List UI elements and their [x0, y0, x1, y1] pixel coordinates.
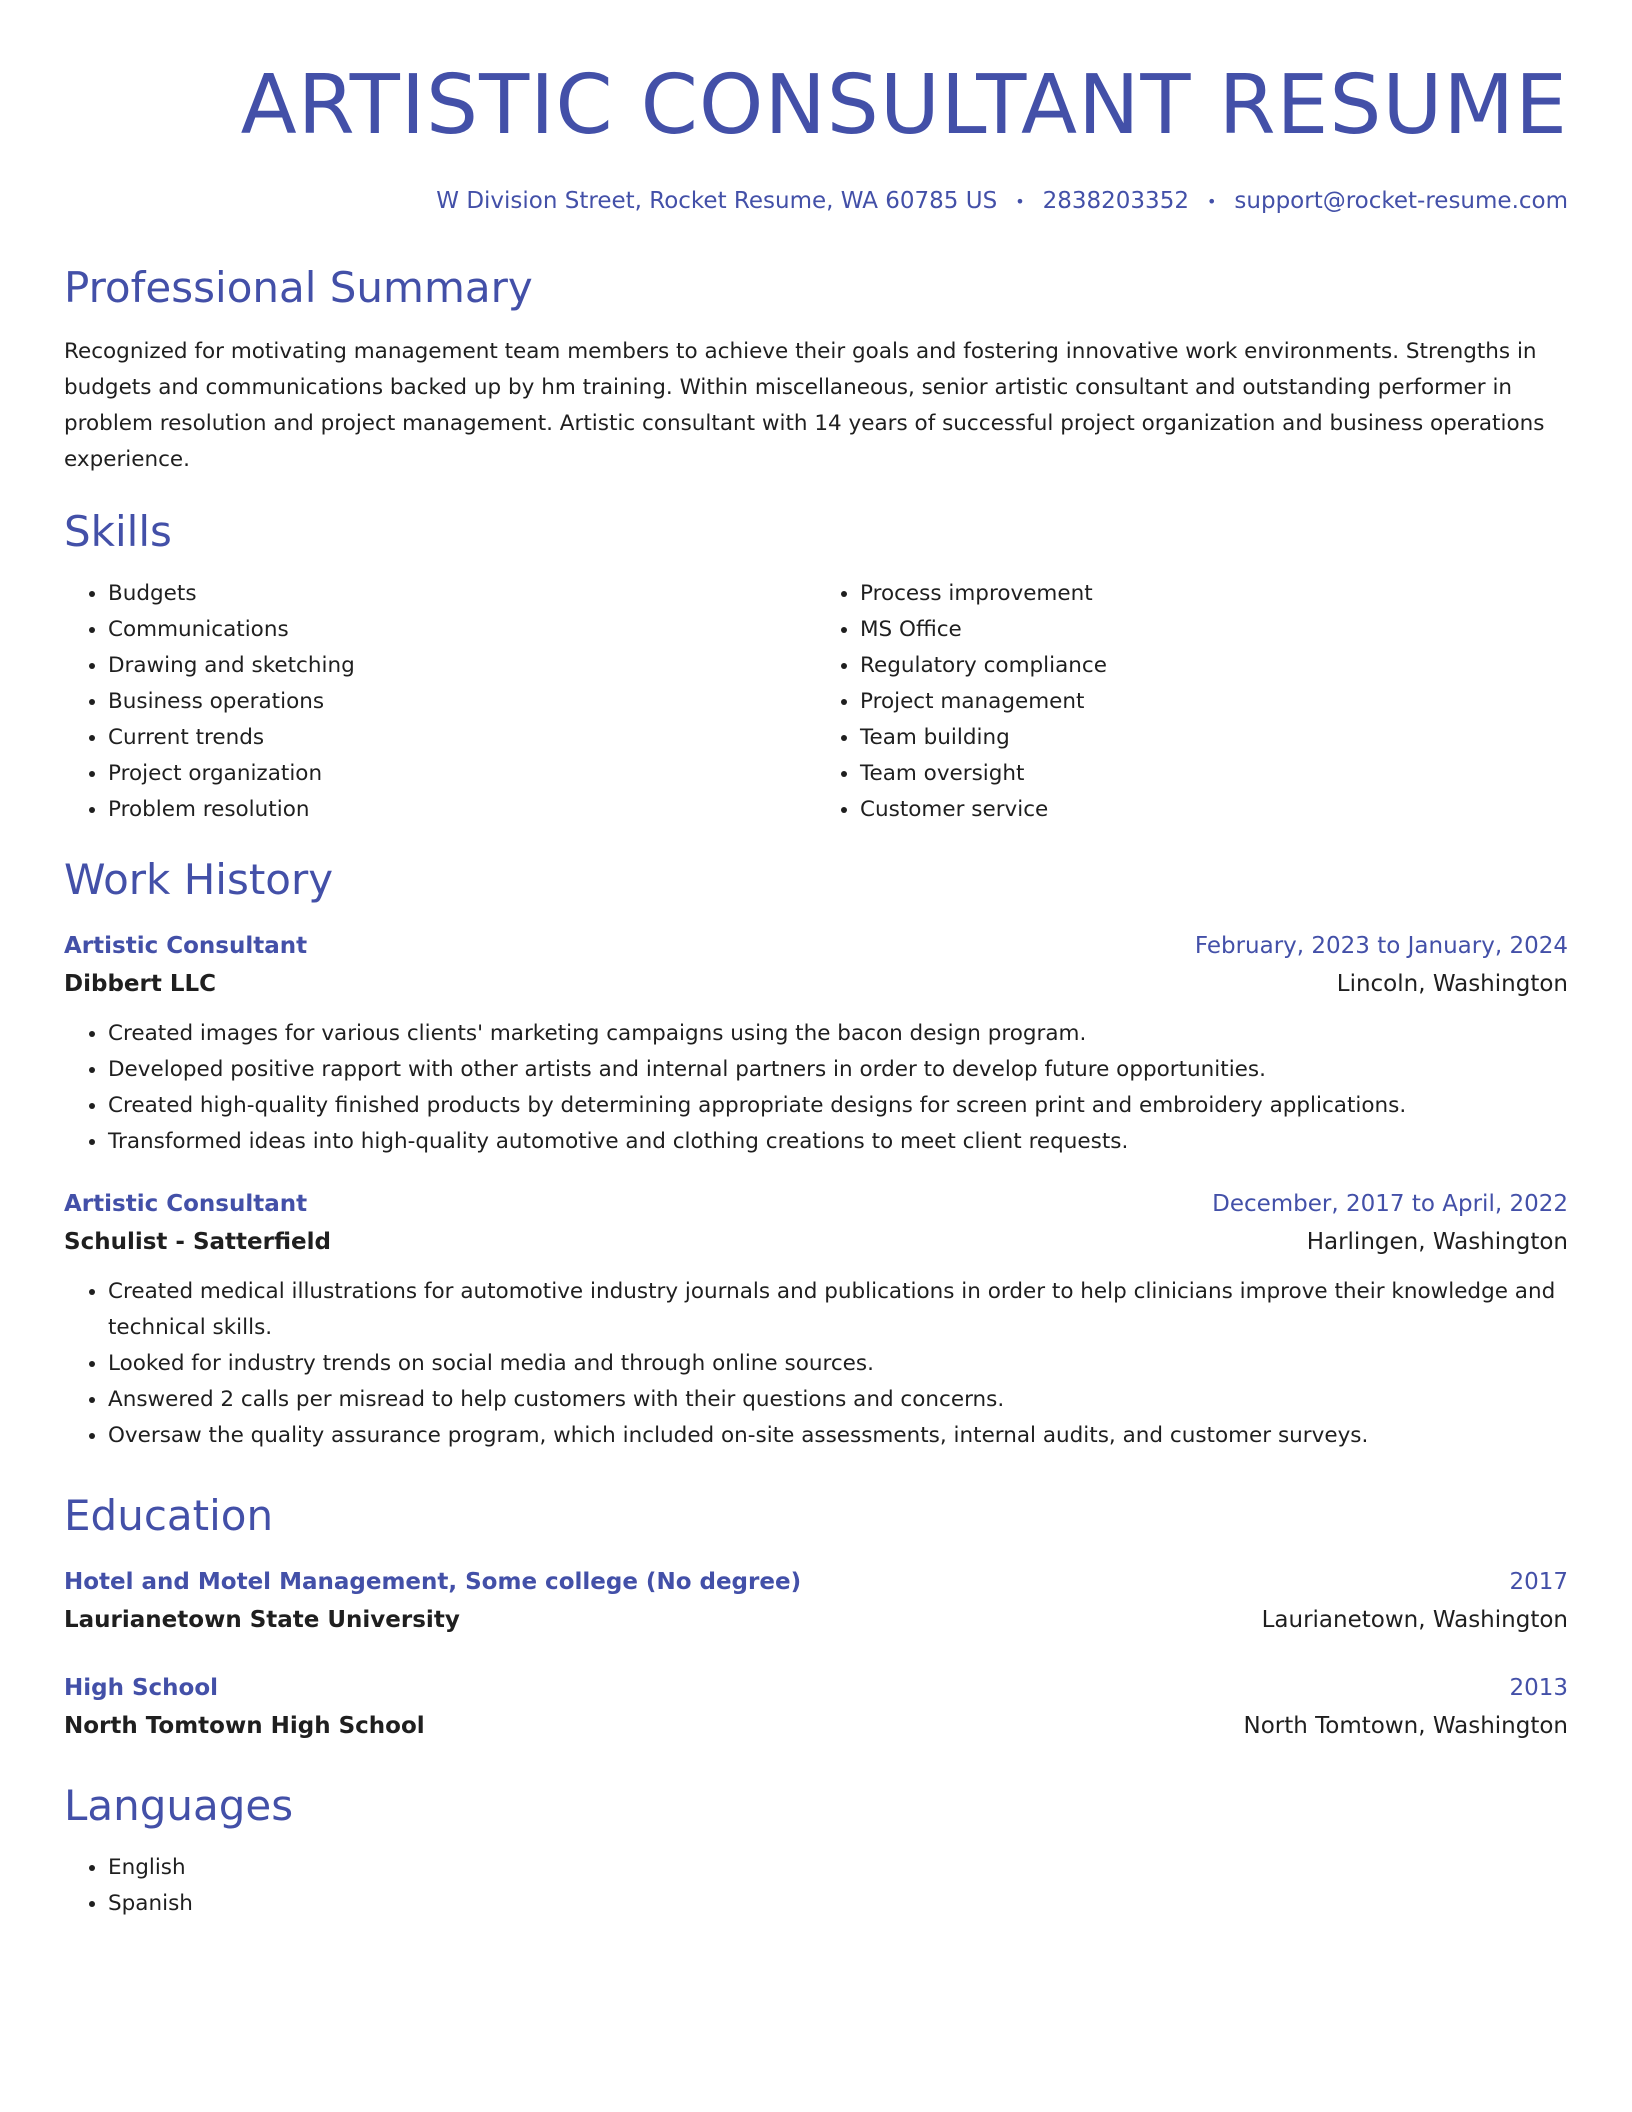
skills-grid [64, 576, 1568, 828]
education-location: North Tomtown, Washington [1243, 1713, 1568, 1739]
skills-section [64, 506, 1568, 828]
skills-list-left [64, 576, 816, 828]
job-bullet: • Answered 2 calls per misread to help customers with their questions and concerns. [108, 1382, 1568, 1418]
skills-list-right [816, 576, 1568, 828]
job-bullet: • Transformed ideas into high-quality automotive and clothing creations to meet client requests. [108, 1124, 1568, 1160]
skills-column-right [816, 576, 1568, 828]
skill-item: • Budgets [108, 576, 816, 612]
education-year: 2017 [1509, 1569, 1568, 1595]
contact-separator: • [1206, 191, 1217, 211]
education-school: Laurianetown State University [64, 1607, 460, 1633]
education-degree-row [64, 1564, 1568, 1600]
skill-item: • Current trends [108, 720, 816, 756]
professional-summary-section [64, 262, 1568, 478]
resume-header [64, 56, 1568, 214]
skill-item: • Project management [860, 684, 1568, 720]
job-dates: February, 2023 to January, 2024 [1194, 933, 1568, 959]
contact-line [64, 188, 1568, 214]
section-heading-summary: Professional Summary [64, 263, 533, 312]
job-title: Artistic Consultant [64, 1191, 308, 1217]
job-bullets [64, 1274, 1568, 1454]
job-company-row [64, 964, 1568, 1004]
education-school: North Tomtown High School [64, 1713, 425, 1739]
education-entry [64, 1564, 1568, 1640]
contact-phone: 2838203352 [1042, 188, 1189, 214]
skill-item: • Problem resolution [108, 792, 816, 828]
skills-column-left [64, 576, 816, 828]
education-year: 2013 [1509, 1675, 1568, 1701]
job-location: Harlingen, Washington [1306, 1229, 1568, 1255]
education-location: Laurianetown, Washington [1261, 1607, 1568, 1633]
section-heading-education: Education [64, 1491, 274, 1540]
job-bullet: • Looked for industry trends on social media and through online sources. [108, 1346, 1568, 1382]
education-degree: Hotel and Motel Management, Some college (No degree) [64, 1569, 802, 1595]
section-heading-languages: Languages [64, 1781, 294, 1830]
job-bullet: • Created high-quality finished products by determining appropriate designs for screen print and embroidery applications. [108, 1088, 1568, 1124]
education-degree: High School [64, 1675, 219, 1701]
language-item: • English [108, 1850, 1568, 1886]
contact-email: support@rocket-resume.com [1234, 188, 1568, 214]
job-entry [64, 1186, 1568, 1454]
job-company: Dibbert LLC [64, 971, 217, 997]
job-bullets [64, 1016, 1568, 1160]
job-title-row [64, 1186, 1568, 1222]
contact-separator: • [1015, 191, 1025, 211]
summary-text: Recognized for motivating management team members to achieve their goals and fostering innovative work environments. Strengths in budgets and communications backed up by hm training. Within miscellaneous, senior artistic consultant and outstanding performer in problem resolution and project management. Artistic consultant with 14 years of successful project organization and business operations experience. [64, 339, 1545, 472]
section-heading-skills: Skills [64, 507, 172, 556]
job-entry [64, 928, 1568, 1160]
job-dates: December, 2017 to April, 2022 [1212, 1191, 1568, 1217]
language-item: • Spanish [108, 1886, 1568, 1922]
contact-address: W Division Street, Rocket Resume, WA 60785 US [436, 188, 998, 214]
job-bullet: • Created images for various clients' marketing campaigns using the bacon design program. [108, 1016, 1568, 1052]
skill-item: • MS Office [860, 612, 1568, 648]
skill-item: • Regulatory compliance [860, 648, 1568, 684]
work-history-section [64, 854, 1568, 1454]
education-school-row [64, 1706, 1568, 1746]
skill-item: • Business operations [108, 684, 816, 720]
page-title: ARTISTIC CONSULTANT RESUME [240, 58, 1568, 153]
job-location: Lincoln, Washington [1336, 971, 1568, 997]
skill-item: • Team building [860, 720, 1568, 756]
skill-item: • Team oversight [860, 756, 1568, 792]
education-section [64, 1490, 1568, 1746]
education-degree-row [64, 1670, 1568, 1706]
job-bullet: • Developed positive rapport with other artists and internal partners in order to develop future opportunities. [108, 1052, 1568, 1088]
job-bullet: • Created medical illustrations for automotive industry journals and publications in order to help clinicians improve their knowledge and technical skills. [108, 1274, 1568, 1346]
job-title-row [64, 928, 1568, 964]
education-school-row [64, 1600, 1568, 1640]
job-company-row [64, 1222, 1568, 1262]
job-title: Artistic Consultant [64, 933, 308, 959]
languages-list [64, 1850, 1568, 1922]
section-heading-work: Work History [64, 855, 334, 904]
skill-item: • Project organization [108, 756, 816, 792]
skill-item: • Process improvement [860, 576, 1568, 612]
job-bullet: • Oversaw the quality assurance program, which included on-site assessments, internal audits, and customer surveys. [108, 1418, 1568, 1454]
skill-item: • Drawing and sketching [108, 648, 816, 684]
education-entry [64, 1670, 1568, 1746]
skill-item: • Customer service [860, 792, 1568, 828]
languages-section [64, 1780, 1568, 1922]
job-company: Schulist - Satterfield [64, 1229, 331, 1255]
skill-item: • Communications [108, 612, 816, 648]
